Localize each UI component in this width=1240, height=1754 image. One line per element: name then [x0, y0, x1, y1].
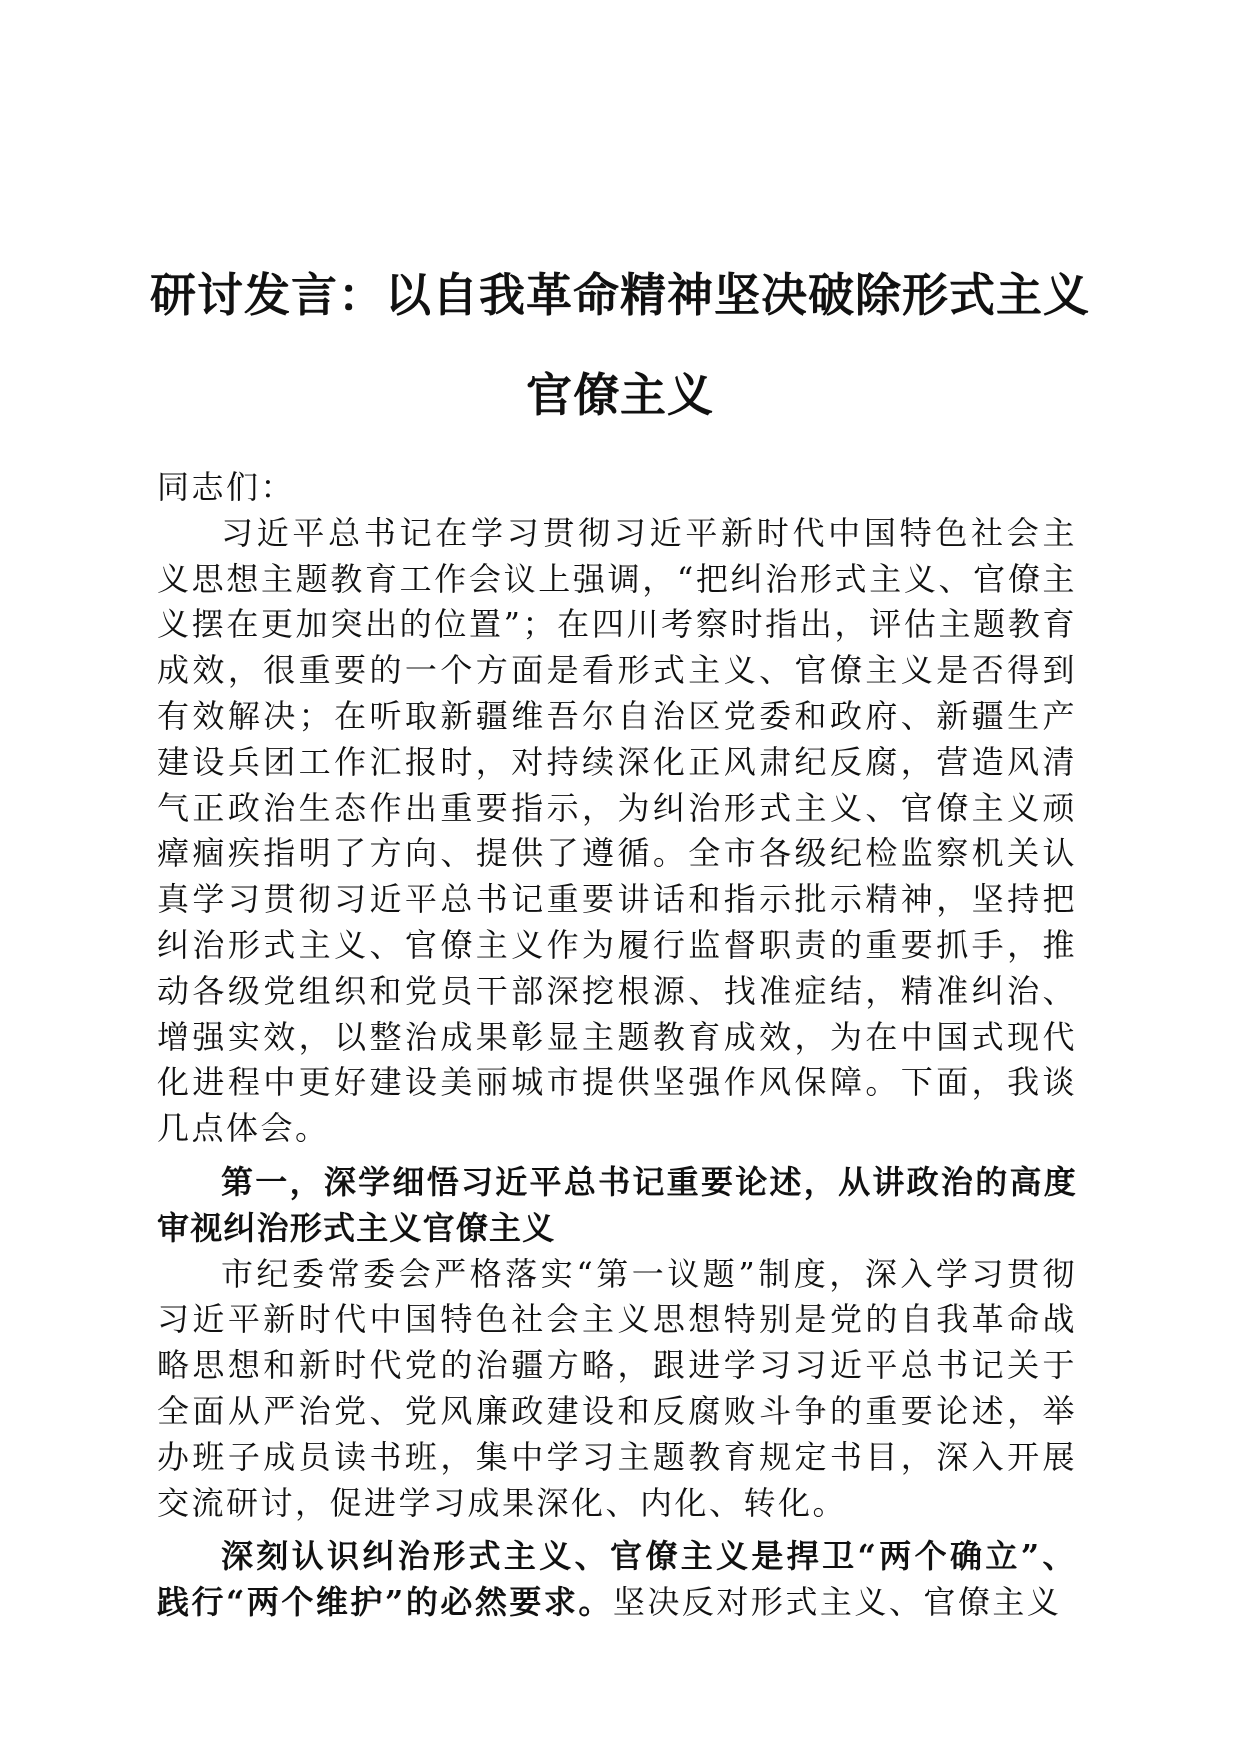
paragraph-lead-rest: 坚决反对形式主义、官僚主义 [612, 1583, 1062, 1622]
section-heading-1: 第一，深学细悟习近平总书记重要论述，从讲政治的高度审视纠治形式主义官僚主义 [157, 1162, 1077, 1247]
document-body [157, 465, 1077, 1626]
title-line-2: 官僚主义 [526, 368, 714, 422]
salutation: 同志们： [157, 468, 296, 506]
paragraph-intro: 习近平总书记在学习贯彻习近平新时代中国特色社会主义思想主题教育工作会议上强调，“把纠治形式主义、官僚主义摆在更加突出的位置”；在四川考察时指出，评估主题教育成效，很重要的一个方面是看形式主义、官僚主义是否得到有效解决；在听取新疆维吾尔自治区党委和政府、新疆生产建设兵团工作汇报时，对持续深化正风肃纪反腐，营造风清气正政治生态作出重要指示，为纠治形式主义、官僚主义顽瘴痼疾指明了方向、提供了遵循。全市各级纪检监察机关认真学习贯彻习近平总书记重要讲话和指示批示精神，坚持把纠治形式主义、官僚主义作为履行监督职责的重要抓手，推动各级党组织和党员干部深挖根源、找准症结，精准纠治、增强实效，以整治成果彰显主题教育成效，为在中国式现代化进程中更好建设美丽城市提供坚强作风保障。下面，我谈几点体会。 [157, 513, 1077, 1148]
paragraph-understanding [157, 1534, 1077, 1626]
title-line-1: 研讨发言：以自我革命精神坚决破除形式主义 [150, 268, 1090, 322]
document-title [150, 245, 1090, 445]
paragraph-study: 市纪委常委会严格落实“第一议题”制度，深入学习贯彻习近平新时代中国特色社会主义思想特别是党的自我革命战略思想和新时代党的治疆方略，跟进学习习近平总书记关于全面从严治党、党风廉政建设和反腐败斗争的重要论述，举办班子成员读书班，集中学习主题教育规定书目，深入开展交流研讨，促进学习成果深化、内化、转化。 [157, 1254, 1077, 1522]
paragraph-lead-bold: 深刻认识纠治形式主义、官僚主义是捍卫“两个确立”、践行“两个维护”的必然要求。 [157, 1537, 1077, 1622]
